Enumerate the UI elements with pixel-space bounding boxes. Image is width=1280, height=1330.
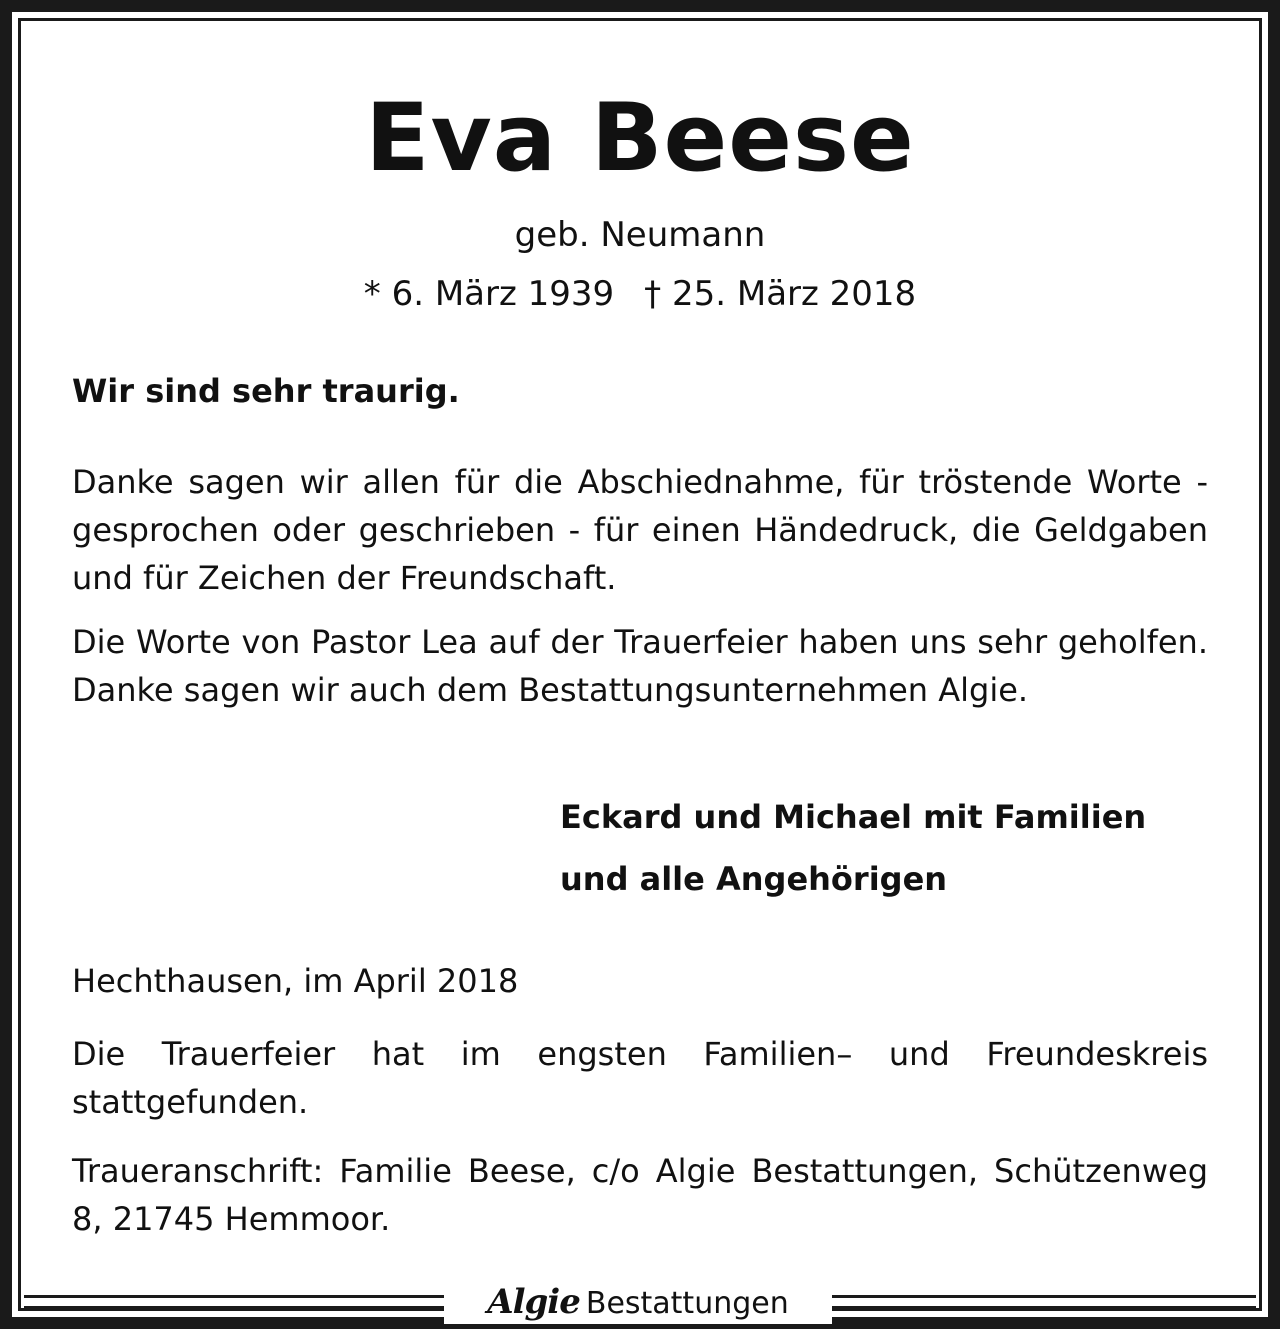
life-dates — [72, 274, 1208, 315]
logo-suffix: Bestattungen — [585, 1286, 789, 1321]
lead-sentence: Wir sind sehr traurig. — [72, 372, 460, 410]
signature-line-1: Eckard und Michael mit Familien — [560, 798, 1147, 836]
place-date: Hechthausen, im April 2018 — [72, 962, 519, 1000]
mourning-address: Traueranschrift: Familie Beese, c/o Algie Bestattungen, Schützenweg 8, 21745 Hemmoor. — [72, 1152, 1208, 1238]
deceased-name: Eva Beese — [365, 84, 915, 193]
birth-date: * 6. März 1939 — [363, 274, 615, 314]
footer-rule-right — [832, 1295, 1256, 1309]
ceremony-paragraph: Die Trauerfeier hat im engsten Familien– und Freundeskreis stattgefunden. — [72, 1035, 1208, 1121]
logo-brand: Algie — [487, 1282, 580, 1322]
thanks-paragraph: Danke sagen wir allen für die Abschiednahme, für tröstende Worte - gesprochen oder geschrieben - für einen Händedruck, die Geldgaben und für Zeichen der Freundschaft. — [72, 463, 1208, 597]
death-date: † 25. März 2018 — [644, 274, 917, 314]
funeral-home-logo — [444, 1280, 832, 1324]
signature-line-2: und alle Angehörigen — [560, 860, 948, 898]
pastor-paragraph: Die Worte von Pastor Lea auf der Trauerfeier haben uns sehr geholfen. Danke sagen wir auch dem Bestattungsunternehmen Algie. — [72, 623, 1208, 709]
footer-rule-left — [24, 1295, 444, 1309]
birth-name: geb. Neumann — [514, 215, 766, 255]
